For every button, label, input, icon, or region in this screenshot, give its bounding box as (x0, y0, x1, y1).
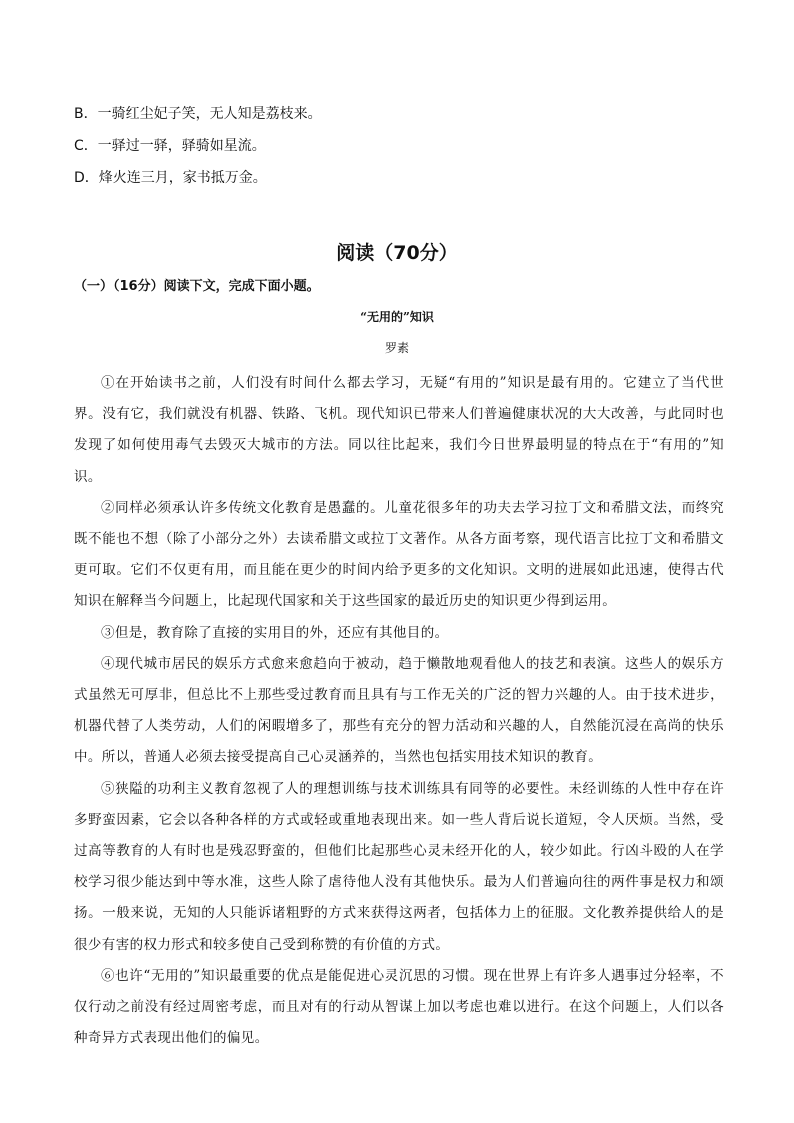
article-title: “无用的”知识 (360, 310, 434, 324)
paragraph-2: ②同样必须承认许多传统文化教育是愚蠢的。儿童花很多年的功夫去学习拉丁文和希腊文法，而终究既不能也不想（除了小部分之外）去读希腊文或拉丁文著作。从各方面考察，现代语言比拉丁文和希腊文更可取。它们不仅更有用，而且能在更少的时间内给予更多的文化知识。文明的进展如此迅速，使得古代知识在解释当今问题上，比起现代国家和关于这些国家的最近历史的知识更少得到运用。 (74, 499, 724, 610)
paragraph-6: ⑥也许“无用的”知识最重要的优点是能促进心灵沉思的习惯。现在世界上有许多人遇事过分轻率，不仅行动之前没有经过周密考虑，而且对有的行动从智谋上加以考虑也难以进行。在这个问题上，人们以各种奇异方式表现出他们的偏见。 (74, 967, 724, 1047)
paragraph-3: ③但是，教育除了直接的实用目的外，还应有其他目的。 (101, 624, 449, 641)
option-b: B．一骑红尘妃子笑，无人知是荔枝来。 (74, 106, 322, 122)
subsection-heading: （一）（16分）阅读下文，完成下面小题。 (74, 279, 320, 294)
option-d: D．烽火连三月，家书抵万金。 (74, 170, 267, 186)
paragraph-4: ④现代城市居民的娱乐方式愈来愈趋向于被动，趋于懒散地观看他人的技艺和表演。这些人的娱乐方式虽然无可厚非，但总比不上那些受过教育而且具有与工作无关的广泛的智力兴趣的人。由于技术进步，机器代替了人类劳动，人们的闲暇增多了，那些有充分的智力活动和兴趣的人，自然能沉浸在高尚的快乐中。所以，普通人必须去接受提高自己心灵涵养的，当然也包括实用技术知识的教育。 (74, 655, 724, 766)
paragraph-5: ⑤狭隘的功利主义教育忽视了人的理想训练与技术训练具有同等的必要性。未经训练的人性中存在许多野蛮因素，它会以各种各样的方式或轻或重地表现出来。如一些人背后说长道短，令人厌烦。当然，受过高等教育的人有时也是残忍野蛮的，但他们比起那些心灵未经开化的人，较少如此。行凶斗殴的人在学校学习很少能达到中等水准，这些人除了虐待他人没有其他快乐。最为人们普遍向往的两件事是权力和颂扬。一般来说，无知的人只能诉诸粗野的方式来获得这两者，包括体力上的征服。文化教养提供给人的是很少有害的权力形式和较多使自己受到称赞的有价值的方式。 (74, 780, 724, 953)
paragraph-1: ①在开始读书之前，人们没有时间什么都去学习，无疑“有用的”知识是最有用的。它建立了当代世界。没有它，我们就没有机器、铁路、飞机。现代知识已带来人们普遍健康状况的大大改善，与此同时也发现了如何使用毒气去毁灭大城市的方法。同以往比起来，我们今日世界最明显的特点在于“有用的”知识。 (74, 375, 724, 485)
answer-options (74, 98, 724, 194)
section-title: 阅读（70分） (336, 242, 458, 264)
option-c: C．一驿过一驿，驿骑如星流。 (74, 138, 266, 154)
article-body (74, 368, 724, 1054)
article-author: 罗素 (384, 341, 409, 355)
